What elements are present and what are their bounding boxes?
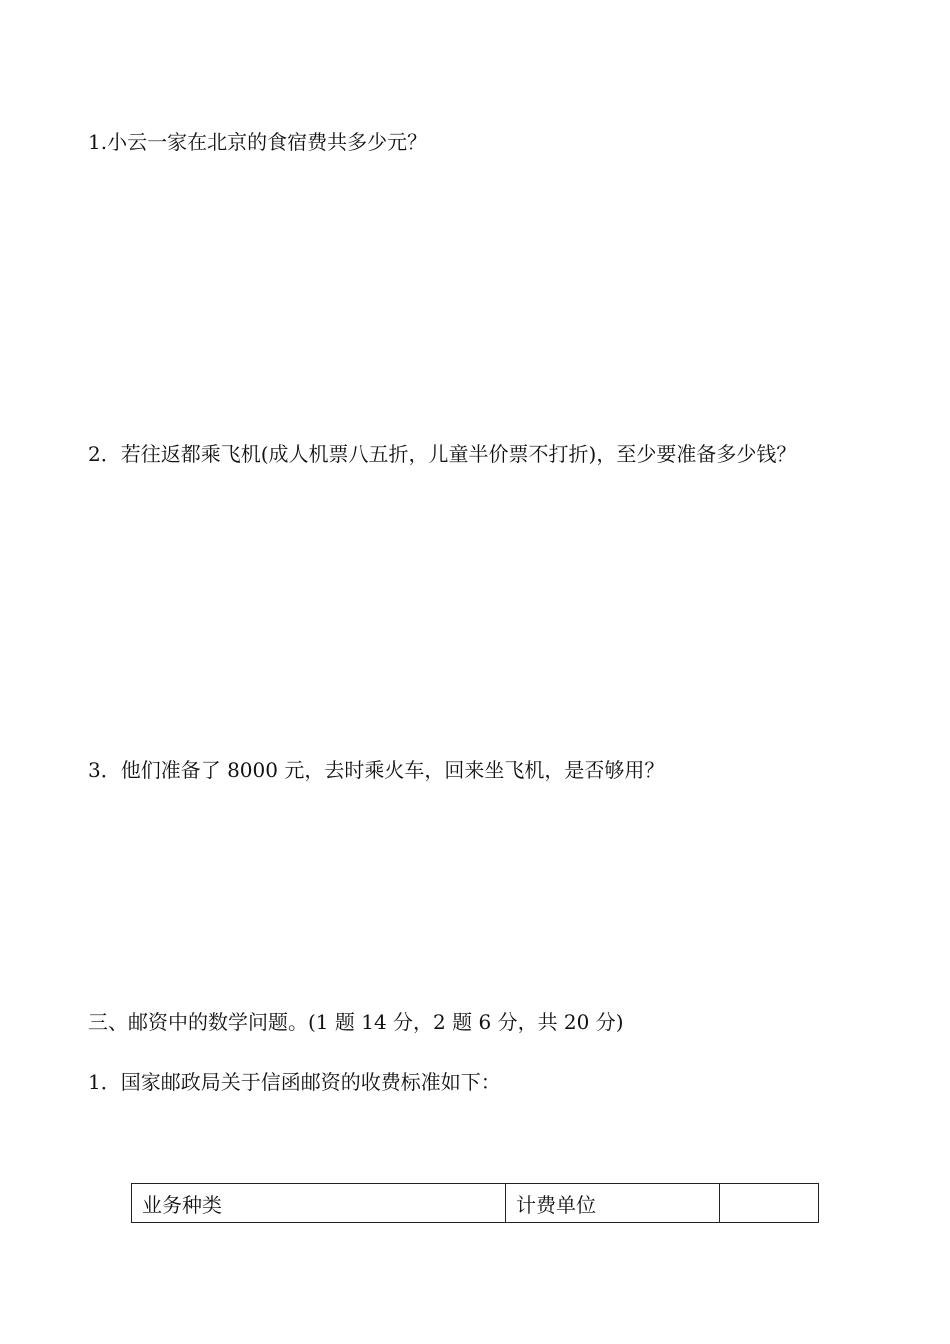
table-header-cell-business-type: 业务种类 [132,1184,506,1223]
table-header-cell-billing-unit: 计费单位 [506,1184,720,1223]
postage-fee-table [131,1183,819,1223]
question-3: 3．他们准备了 8000 元，去时乘火车，回来坐飞机，是否够用？ [88,758,665,782]
table-header-cell-blank [720,1184,819,1223]
table-header-row [132,1184,819,1223]
question-1: 1.小云一家在北京的食宿费共多少元？ [88,130,428,154]
section-3-heading: 三、邮资中的数学问题。(1 题 14 分，2 题 6 分，共 20 分) [88,1010,624,1034]
question-2: 2．若往返都乘飞机(成人机票八五折，儿童半价票不打折)，至少要准备多少钱？ [88,442,797,466]
section-3-problem-1: 1．国家邮政局关于信函邮资的收费标准如下： [88,1070,501,1094]
